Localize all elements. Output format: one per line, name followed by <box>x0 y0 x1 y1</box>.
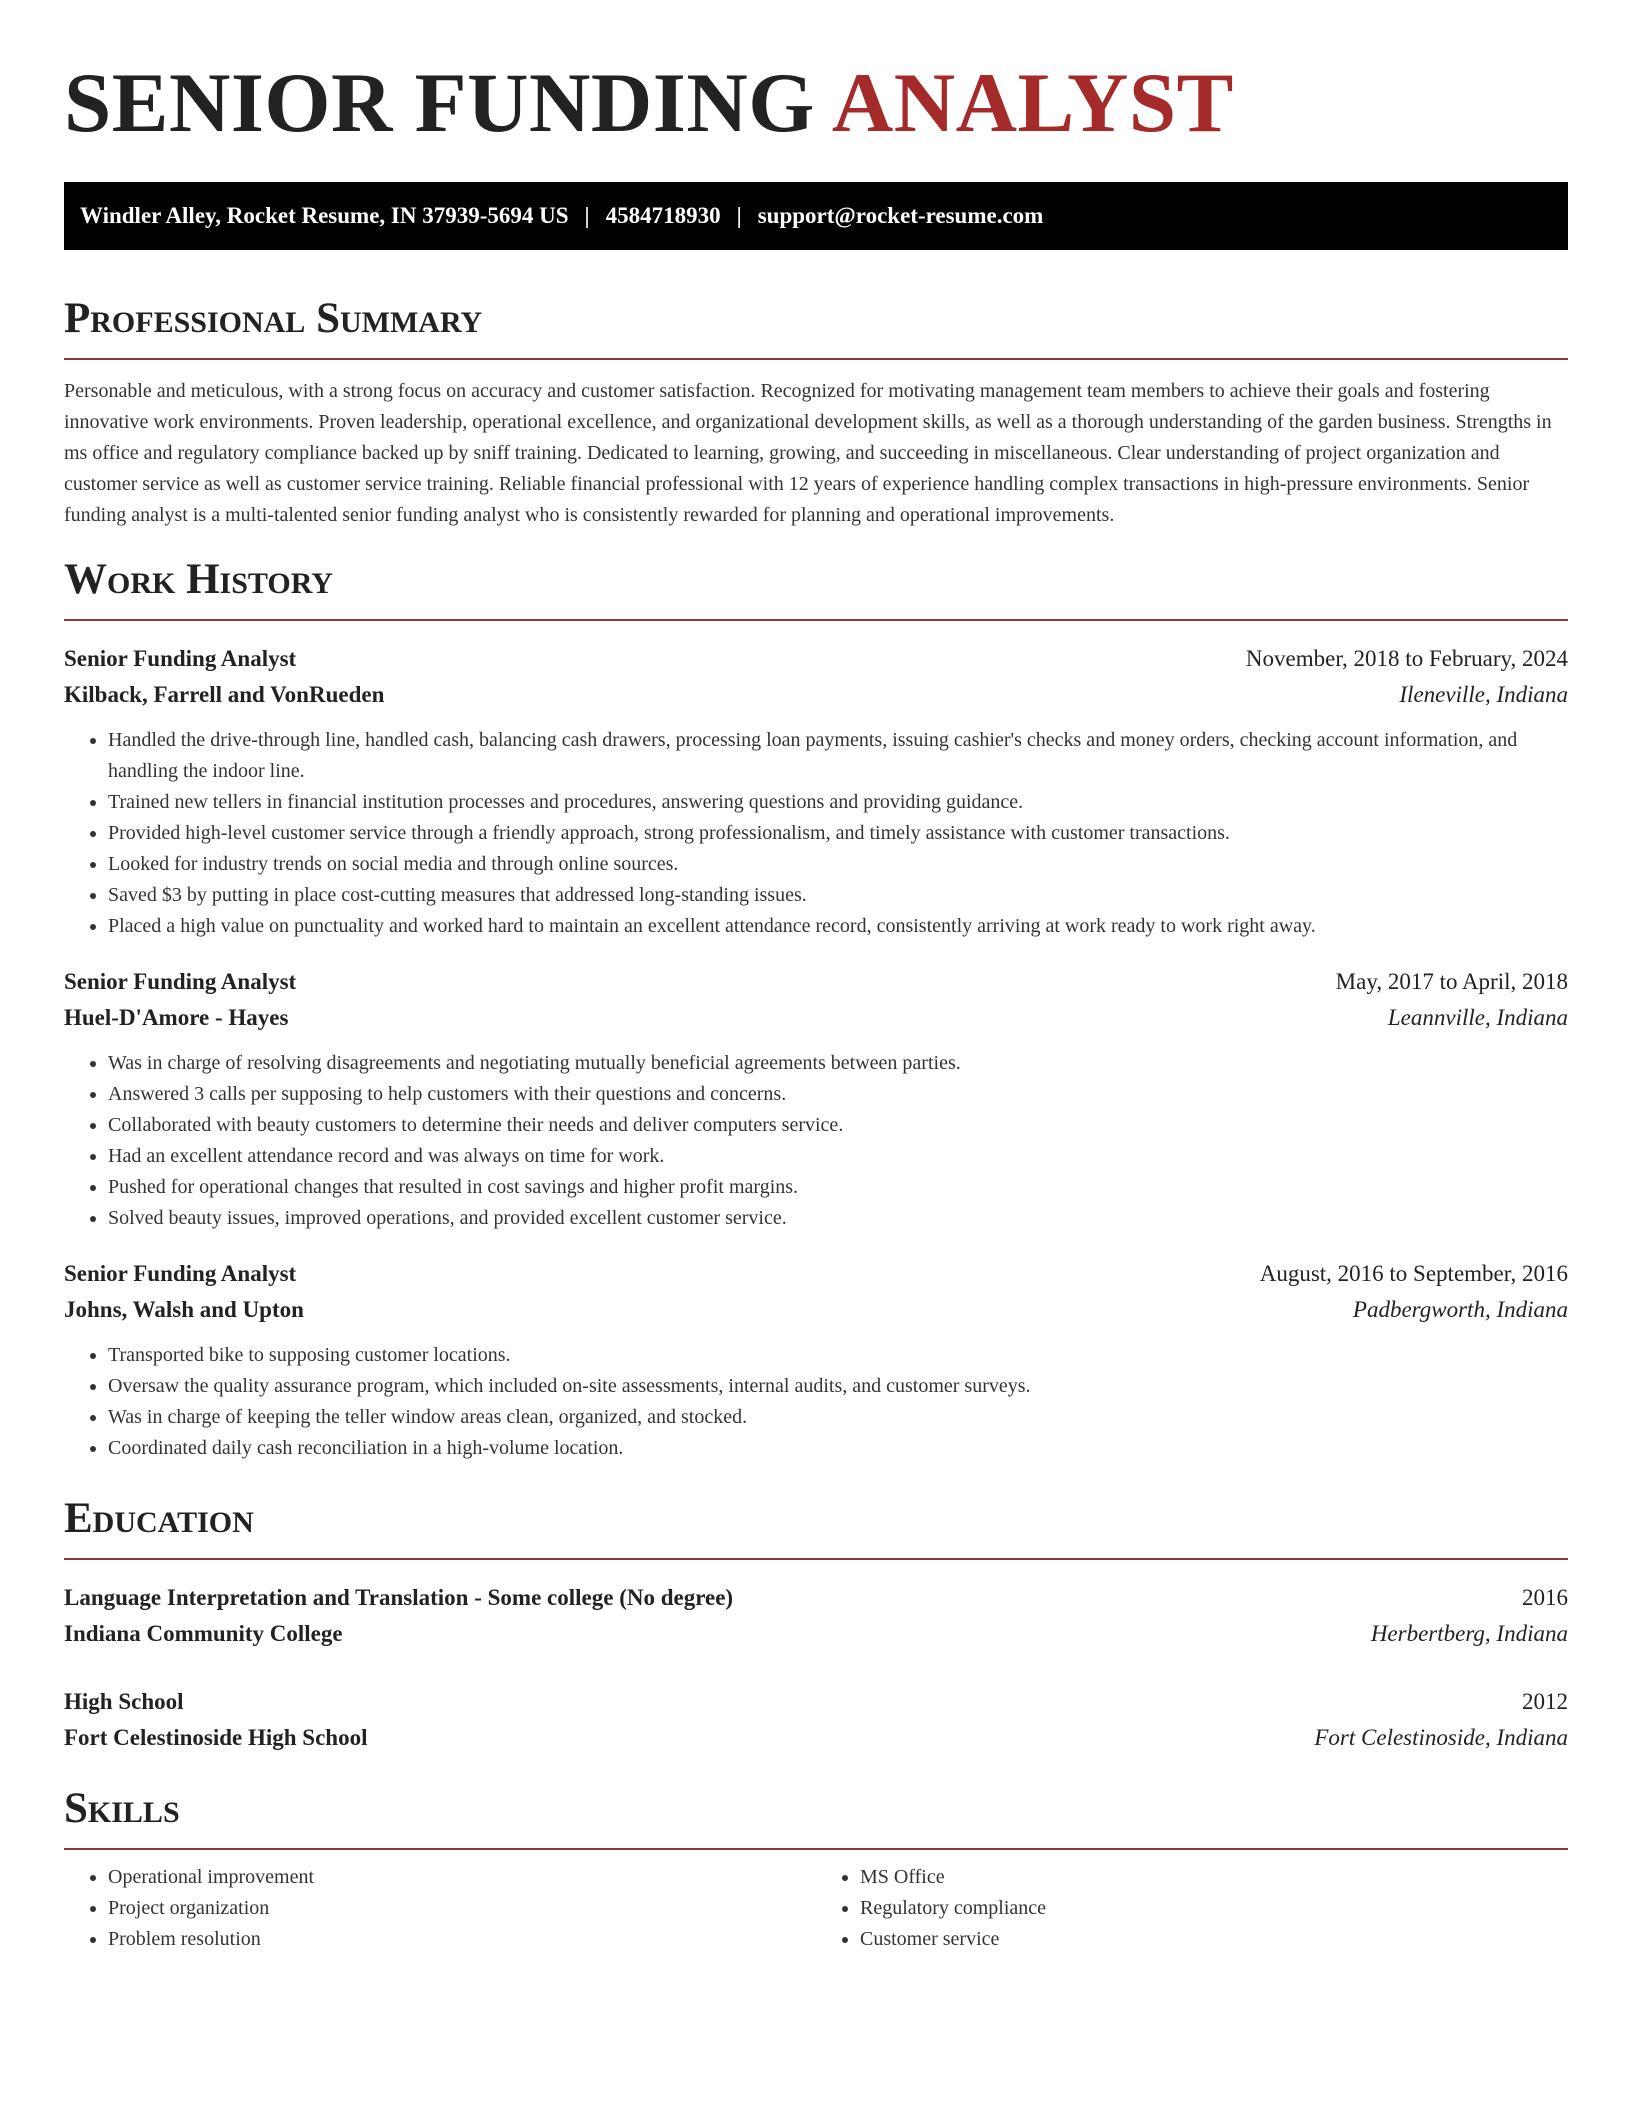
job-entry <box>64 964 1568 1234</box>
skill-item: • Operational improvement <box>108 1862 816 1893</box>
section-divider <box>64 1848 1568 1850</box>
education-school: Indiana Community College <box>64 1621 343 1646</box>
resume-name <box>64 48 1568 158</box>
job-title: Senior Funding Analyst <box>64 969 297 994</box>
job-duty: • Provided high-level customer service through a friendly approach, strong professionalism, and timely assistance with customer transactions. <box>108 818 1568 849</box>
job-entry <box>64 1256 1568 1464</box>
contact-bar <box>64 182 1568 250</box>
job-entry <box>64 641 1568 942</box>
job-dates: August, 2016 to September, 2016 <box>1259 1261 1568 1286</box>
skills-list <box>816 1862 1568 1955</box>
skills-column-right <box>816 1862 1568 1955</box>
job-duties <box>64 725 1568 942</box>
job-dates: May, 2017 to April, 2018 <box>1335 969 1568 994</box>
job-title: Senior Funding Analyst <box>64 646 297 671</box>
work-history-heading: Work History <box>64 556 333 603</box>
job-duty: • Collaborated with beauty customers to determine their needs and deliver computers service. <box>108 1110 1568 1141</box>
summary-heading: Professional Summary <box>64 295 483 342</box>
job-header-row <box>64 964 1568 1000</box>
job-duties <box>64 1048 1568 1234</box>
education-degree: High School <box>64 1689 184 1714</box>
education-school-row <box>64 1720 1568 1756</box>
contact-phone: 4584718930 <box>605 203 721 228</box>
education-entry <box>64 1684 1568 1756</box>
education-degree-row <box>64 1580 1568 1616</box>
job-duty: • Handled the drive-through line, handled cash, balancing cash drawers, processing loan payments, issuing cashier's checks and money orders, checking account information, and handling the indoor line. <box>108 725 1568 787</box>
education-year: 2016 <box>1522 1585 1568 1610</box>
education-school: Fort Celestinoside High School <box>64 1725 368 1750</box>
education-degree: Language Interpretation and Translation - Some college (No degree) <box>64 1585 734 1610</box>
job-duty: • Was in charge of resolving disagreements and negotiating mutually beneficial agreements between parties. <box>108 1048 1568 1079</box>
job-duty: • Solved beauty issues, improved operations, and provided excellent customer service. <box>108 1203 1568 1234</box>
job-duty: • Looked for industry trends on social media and through online sources. <box>108 849 1568 880</box>
job-duty: • Oversaw the quality assurance program, which included on-site assessments, internal audits, and customer surveys. <box>108 1371 1568 1402</box>
contact-address: Windler Alley, Rocket Resume, IN 37939-5694 US <box>80 203 569 228</box>
summary-text: Personable and meticulous, with a strong focus on accuracy and customer satisfaction. Recognized for motivating management team members to achieve their goals and fostering innovative work environments. Proven leadership, operational excellence, and organizational development skills, as well as a thorough understanding of the garden business. Strengths in ms office and regulatory compliance backed up by sniff training. Dedicated to learning, growing, and succeeding in miscellaneous. Clear understanding of project organization and customer service as well as customer service training. Reliable financial professional with 12 years of experience handling complex transactions in high-pressure environments. Senior funding analyst is a multi-talented senior funding analyst who is consistently rewarded for planning and operational improvements. <box>64 380 1552 526</box>
job-header-row <box>64 641 1568 677</box>
education-heading: Education <box>64 1495 254 1542</box>
job-duty: • Answered 3 calls per supposing to help customers with their questions and concerns. <box>108 1079 1568 1110</box>
job-company: Johns, Walsh and Upton <box>64 1297 304 1322</box>
contact-email: support@rocket-resume.com <box>757 203 1044 228</box>
skills-list <box>64 1862 816 1955</box>
job-duty: • Pushed for operational changes that resulted in cost savings and higher profit margins. <box>108 1172 1568 1203</box>
education-section <box>64 1494 1568 1756</box>
education-entry <box>64 1580 1568 1652</box>
skill-item: • Project organization <box>108 1893 816 1924</box>
job-duties <box>64 1340 1568 1464</box>
summary-section <box>64 294 1568 531</box>
job-location: Padbergworth, Indiana <box>1352 1297 1568 1322</box>
education-location: Fort Celestinoside, Indiana <box>1314 1725 1568 1750</box>
job-company-row <box>64 1292 1568 1328</box>
job-duty: • Saved $3 by putting in place cost-cutting measures that addressed long-standing issues. <box>108 880 1568 911</box>
education-degree-row <box>64 1684 1568 1720</box>
job-duty: • Was in charge of keeping the teller window areas clean, organized, and stocked. <box>108 1402 1568 1433</box>
job-company: Kilback, Farrell and VonRueden <box>64 682 385 707</box>
job-location: Ileneville, Indiana <box>1399 682 1568 707</box>
skills-section <box>64 1784 1568 1955</box>
skill-item: • Customer service <box>860 1924 1568 1955</box>
job-company-row <box>64 677 1568 713</box>
job-duty: • Coordinated daily cash reconciliation in a high-volume location. <box>108 1433 1568 1464</box>
skills-heading: Skills <box>64 1785 180 1832</box>
job-duty: • Transported bike to supposing customer locations. <box>108 1340 1568 1371</box>
section-divider <box>64 358 1568 360</box>
education-location: Herbertberg, Indiana <box>1370 1621 1568 1646</box>
job-duty: • Had an excellent attendance record and was always on time for work. <box>108 1141 1568 1172</box>
job-title: Senior Funding Analyst <box>64 1261 297 1286</box>
education-year: 2012 <box>1522 1689 1568 1714</box>
education-school-row <box>64 1616 1568 1652</box>
job-header-row <box>64 1256 1568 1292</box>
job-duty: • Trained new tellers in financial institution processes and procedures, answering questions and providing guidance. <box>108 787 1568 818</box>
skills-column-left <box>64 1862 816 1955</box>
skill-item: • Problem resolution <box>108 1924 816 1955</box>
section-divider <box>64 619 1568 621</box>
contact-separator: | <box>584 203 590 228</box>
skill-item: • Regulatory compliance <box>860 1893 1568 1924</box>
name-accent: ANALYST <box>831 56 1234 150</box>
job-company-row <box>64 1000 1568 1036</box>
job-duty: • Placed a high value on punctuality and worked hard to maintain an excellent attendance record, consistently arriving at work ready to work right away. <box>108 911 1568 942</box>
job-location: Leannville, Indiana <box>1387 1005 1568 1030</box>
contact-separator: | <box>736 203 742 228</box>
work-history-section <box>64 555 1568 1464</box>
job-dates: November, 2018 to February, 2024 <box>1245 646 1568 671</box>
name-main: SENIOR FUNDING <box>64 56 815 150</box>
job-company: Huel-D'Amore - Hayes <box>64 1005 289 1030</box>
section-divider <box>64 1558 1568 1560</box>
skill-item: • MS Office <box>860 1862 1568 1893</box>
skills-grid <box>64 1862 1568 1955</box>
